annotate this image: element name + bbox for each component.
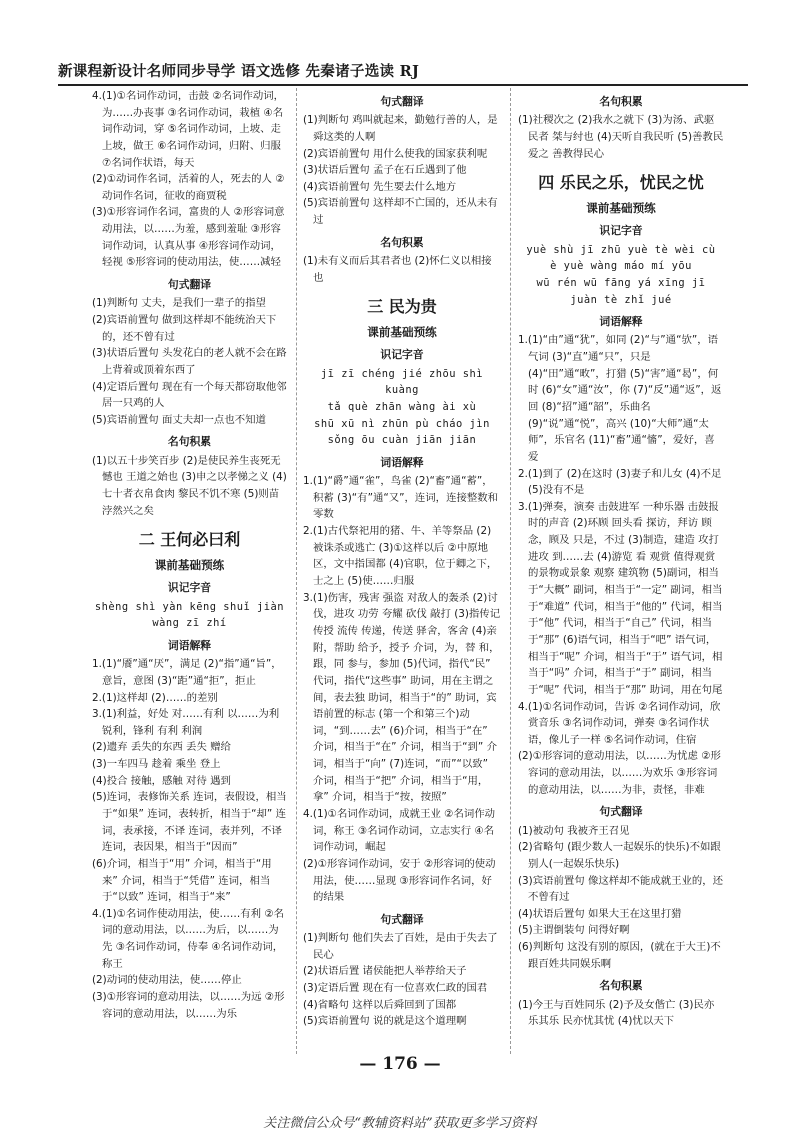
section-heading: 句式翻译 bbox=[599, 805, 643, 819]
pinyin-line: juàn tè zhǐ jué bbox=[570, 293, 672, 306]
answer-item: (3)状语后置句 头发花白的老人就不会在路上背着或顶着东西了 bbox=[92, 347, 287, 376]
answer-item: (4)状语后置句 如果大王在这里打猎 bbox=[518, 907, 682, 920]
lesson-title: 二 王何必曰利 bbox=[138, 530, 241, 550]
section-heading: 识记字音 bbox=[599, 224, 643, 238]
answer-column-1 bbox=[92, 88, 287, 1022]
answer-item: (3)定语后置 现在有一位喜欢仁政的国君 bbox=[303, 982, 488, 995]
answer-item: (1)判断句 丈夫，是我们一辈子的指望 bbox=[92, 297, 266, 310]
pinyin-line: jī zī chéng jié zhōu shì kuàng bbox=[320, 367, 484, 397]
answer-item: (4)投合 接触，感触 对待 遇到 bbox=[92, 774, 231, 787]
section-heading: 名句积累 bbox=[599, 979, 643, 993]
answer-item: (1)今王与百姓同乐 (2)予及女偕亡 (3)民亦乐其乐 民亦忧其忧 (4)忧以天下 bbox=[518, 998, 715, 1028]
footer-notice: 关注微信公众号“教辅资料站”获取更多学习资料 bbox=[263, 1116, 537, 1131]
section-heading: 句式翻译 bbox=[380, 912, 424, 926]
page-header: 新课程新设计名师同步导学 语文选修 先秦诸子选读 RJ bbox=[58, 60, 748, 86]
answer-item: (4)省略句 这样以后舜回到了国都 bbox=[303, 998, 457, 1011]
answer-item: (3)①形容词的意动用法，以……为远 ②形容词的意动用法，以……为乐 bbox=[92, 991, 285, 1020]
pinyin-line: wàng zī zhí bbox=[152, 617, 227, 630]
answer-item: (5)宾语前置句 面丈夫却一点也不知道 bbox=[92, 413, 266, 426]
pinyin-line: wū rén wū fāng yá xīng jī bbox=[536, 276, 706, 289]
column-divider bbox=[296, 88, 297, 1054]
answer-item: (1)判断句 他们失去了百姓，是由于失去了民心 bbox=[303, 932, 498, 961]
answer-item: (2)状语后置 诸侯能把人举荐给天子 bbox=[303, 965, 467, 978]
answer-item: 4.(1)①名词作动词，击鼓 ②名词作动词，为……办丧事 ③名词作动词，栽植 ④名词作动词，穿 ⑤名词作动词，上坡、走上坡，做王 ⑥名词作动词，归附、归服 ⑦名词作状语，每天 bbox=[92, 90, 285, 169]
column-divider bbox=[510, 88, 511, 1054]
section-heading: 识记字音 bbox=[167, 581, 212, 595]
answer-item: (2)宾语前置句 用什么使我的国家获利呢 bbox=[303, 147, 488, 160]
answer-item: (5)连词，表修饰关系 连词，表假设，相当于“如果” 连词，表转折，相当于“却” 连词，表承接，不译 连词，表并列，不译 连词，表因果，相当于“因而” bbox=[92, 791, 287, 854]
answer-item: 1.(1)“餍”通“厌”，满足 (2)“指”通“旨”，意旨，意图 (3)“距”通“拒”，拒止 bbox=[92, 658, 282, 687]
answer-item: (5)主谓倒装句 问得好啊 bbox=[518, 924, 630, 937]
section-heading: 词语解释 bbox=[599, 315, 643, 329]
subsection-heading: 课前基础预练 bbox=[367, 324, 437, 339]
answer-item: (1)社稷次之 (2)我水之就下 (3)为汤、武驱民者 桀与纣也 (4)天听自我民听 (5)善教民爱之 善教得民心 bbox=[518, 114, 724, 160]
answer-item: (5)宾语前置句 这样却不亡国的，还从未有过 bbox=[303, 197, 498, 227]
answer-item: (6)介词，相当于“用” 介词，相当于“用来” 介词，相当于“凭借” 连词，相当于“以致” 连词，相当于“来” bbox=[92, 857, 272, 904]
answer-item: (2)省略句 (跟少数人一起娱乐的快乐)不如跟别人(一起娱乐快乐) bbox=[518, 841, 721, 870]
answer-column-3 bbox=[518, 88, 724, 1030]
answer-item: 2.(1)到了 (2)在这时 (3)妻子和儿女 (4)不足 (5)没有不是 bbox=[518, 467, 722, 497]
answer-item: (2)①动词作名词，活着的人，死去的人 ②动词作名词，征收的商贾税 bbox=[92, 173, 285, 202]
answer-item: 4.(1)①名词作动词，成就王业 ②名词作动词，称王 ③名词作动词，立志实行 ④名词作动词，崛起 bbox=[303, 807, 496, 854]
section-heading: 词语解释 bbox=[380, 455, 424, 469]
subsection-heading: 课前基础预练 bbox=[586, 200, 656, 215]
answer-column-2 bbox=[303, 88, 501, 1030]
answer-item: (1)未有义而后其君者也 (2)怀仁义以相接也 bbox=[303, 255, 492, 284]
page-number: — 176 — bbox=[359, 1054, 441, 1074]
answer-item: (2)宾语前置句 做到这样却不能统治天下的，还不曾有过 bbox=[92, 313, 277, 343]
answer-item: 1.(1)“由”通“犹”，如同 (2)“与”通“欤”，语气词 (3)“直”通“只”，只是 (4)“田”通“畋”，打猎 (5)“害”通“曷”，何时 (6)“女”通“汝”，你 (7)“反”通“返”，返回 (8)“招”通“韶”，乐曲名 (9)“说”通“悦”，高兴 (10)“大师”通“太师”，乐官名 (11)“畜”通“慉”，爱好，喜爱 bbox=[518, 334, 722, 463]
lesson-title: 四 乐民之乐，忧民之忧 bbox=[538, 173, 704, 193]
answer-item: (2)遗弃 丢失的东西 丢失 赠给 bbox=[92, 741, 231, 754]
answer-item: (2)动词的使动用法，使……停止 bbox=[92, 974, 242, 987]
answer-item: (3)状语后置句 孟子在石丘遇到了他 bbox=[303, 164, 467, 177]
answer-item: (2)①形容词作动词，安于 ②形容词的使动用法，使……显现 ③形容词作名词，好的结果 bbox=[303, 857, 496, 904]
answer-item: (3)宾语前置句 像这样却不能成就王业的，还不曾有过 bbox=[518, 874, 724, 904]
answer-item: 4.(1)①名词作使动用法，使……有利 ②名词的意动用法，以……为后，以……为先 ③名词作动词，侍奉 ④名词作动词，称王 bbox=[92, 907, 285, 970]
answer-item: 4.(1)①名词作动词，告诉 ②名词作动词，欣赏音乐 ③名词作动词，弹奏 ③名词作状语，像儿子一样 ⑤名词作动词，住宿 bbox=[518, 700, 721, 746]
answer-item: 2.(1)这样却 (2)……的差别 bbox=[92, 691, 218, 704]
answer-item: 3.(1)伤害，残害 强盗 对敌人的轰杀 (2)讨伐，进攻 功劳 夸耀 砍伐 敲打 (3)指传记 传授 流传 传递，传送 驿舍，客舍 (4)亲附，帮助 给予，授予 介词，为，替 和，跟，同 参与，参加 (5)代词，指代“民” 代词，指代“这些事” 助词，用在主谓之间，表去独 助词，相当于“的” 助词，宾语前置的标志 (第一个和第三个)动词，“到……去” (6)介词，相当于“在” 介词，相当于“在” 介词，相当于“到” 介词，相当于“向” (7)连词，“而”“以致” 介词，相当于“把” 介词，相当于“用，拿” 介词，相当于“按，按照” bbox=[303, 591, 501, 804]
pinyin-line: shèng shì yàn kēng shuǐ jiàn bbox=[94, 600, 285, 613]
subsection-heading: 课前基础预练 bbox=[154, 557, 225, 572]
answer-item: (1)被动句 我被齐王召见 bbox=[518, 824, 630, 837]
answer-item: (3)①形容词作名词，富贵的人 ②形容词意动用法，以……为羞，感到羞耻 ③形容词作动词，认真从事 ④形容词作动词，轻视 ⑤形容词的使动用法，使……减轻 bbox=[92, 206, 285, 269]
section-heading: 名句积累 bbox=[380, 235, 424, 249]
section-heading: 名句积累 bbox=[167, 435, 212, 449]
section-heading: 名句积累 bbox=[599, 95, 643, 108]
section-heading: 句式翻译 bbox=[380, 95, 424, 108]
answer-item: (3)一车四马 趁着 乘坐 登上 bbox=[92, 758, 221, 771]
pinyin-line: shū xū nì zhūn pù cháo jìn bbox=[314, 417, 490, 430]
answer-item: (2)①形容词的意动用法，以……为忧虑 ②形容词的意动用法，以……为欢乐 ③形容词的意动用法，以……为非，责怪，非难 bbox=[518, 750, 721, 796]
answer-item: (1)判断句 鸡叫就起来，勤勉行善的人，是舜这类的人啊 bbox=[303, 114, 498, 143]
answer-item: 2.(1)古代祭祀用的猪、牛、羊等祭品 (2)被诛杀或逃亡 (3)①这样以后 ②中原地区，文中指国都 (4)官职，位于卿之下，士之上 (5)使……归服 bbox=[303, 525, 498, 588]
section-heading: 句式翻译 bbox=[167, 278, 212, 292]
pinyin-line: sǒng ōu cuàn jiān jiān bbox=[327, 434, 477, 447]
section-heading: 词语解释 bbox=[167, 638, 212, 652]
pinyin-line: yuè shù jī zhū yuè tè wèi cù bbox=[526, 243, 716, 256]
answer-item: (6)判断句 这没有别的原因，(就在于大王)不跟百姓共同娱乐啊 bbox=[518, 941, 721, 970]
pinyin-line: tǎ què zhān wàng ài xù bbox=[327, 400, 477, 413]
answer-item: 1.(1)“爵”通“雀”，鸟雀 (2)“畜”通“蓄”，积蓄 (3)“有”通“又”，连词，连接整数和零数 bbox=[303, 475, 499, 521]
answer-item: (1)以五十步笑百步 (2)是使民养生丧死无憾也 王道之始也 (3)申之以孝悌之义 (4)七十者衣帛食肉 黎民不饥不寒 (5)则苗浡然兴之矣 bbox=[92, 454, 287, 517]
answer-item: (5)宾语前置句 说的就是这个道理啊 bbox=[303, 1015, 467, 1028]
pinyin-line: è yuè wàng máo mí yōu bbox=[550, 260, 692, 273]
answer-item: (4)定语后置句 现在有一个每天都窃取他邻居一只鸡的人 bbox=[92, 380, 287, 410]
answer-item: 3.(1)弹奏，演奏 击鼓进军 一种乐器 击鼓报时的声音 (2)环顾 回头看 探访，拜访 顾念，顾及 只是，不过 (3)制造，建造 攻打 进攻 到……去 (4)游览 看 观赏 值得观赏的景物或景象 观察 建筑物 (5)副词，相当于“大概” 副词，相当于“一定” 副词，相当于“难道” 代词，相当于“他的” 代词，相当于“他” 代词，相当于“自己” 代词，相当于“那” (6)语气词，相当于“吧” 语气词，相当于“呢” 介词，相当于“于” 语气词，相当于“吗” 介词，相当于“于” 副词，相当于“呢” 代词，相当于“那” 助词，用在句尾 bbox=[518, 500, 723, 696]
answer-item: (4)宾语前置句 先生要去什么地方 bbox=[303, 180, 457, 193]
section-heading: 识记字音 bbox=[380, 348, 424, 362]
answer-item: 3.(1)利益，好处 对……有利 以……为利 锐利，锋利 有利 利润 bbox=[92, 708, 280, 737]
lesson-title: 三 民为贵 bbox=[367, 297, 437, 317]
